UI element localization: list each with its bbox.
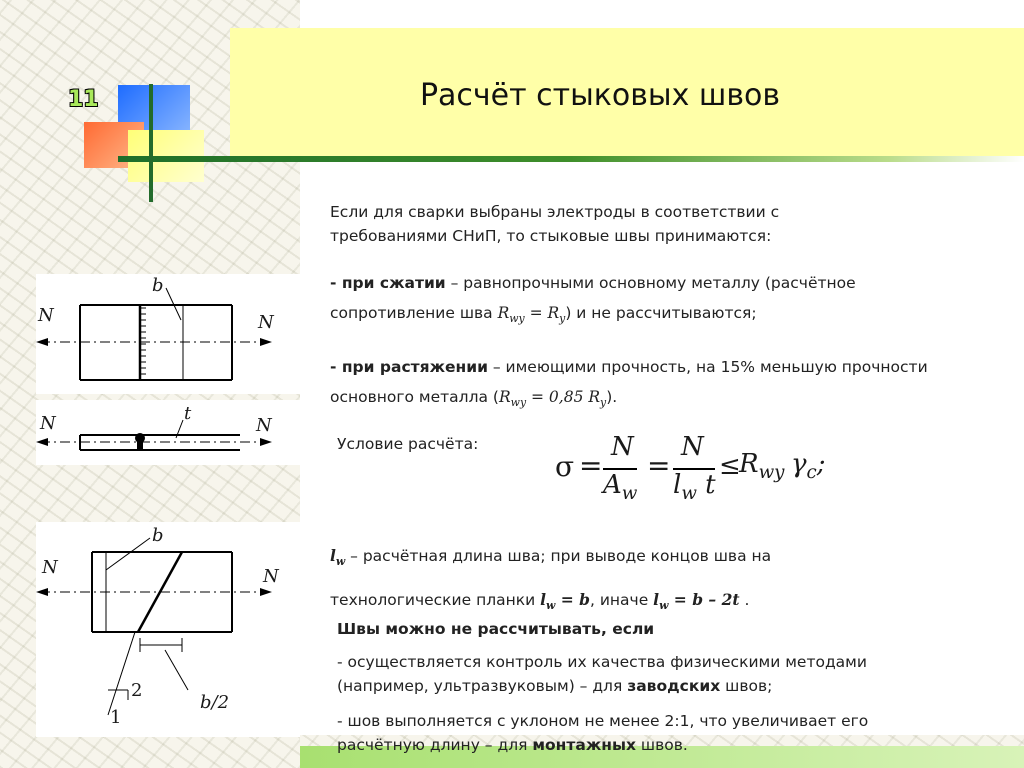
- formula-gamma: $\gamma_c$;: [791, 449, 826, 484]
- formula-le: ≤: [719, 451, 741, 481]
- label-N-1-left: N: [38, 305, 54, 326]
- label-N-3-left: N: [42, 557, 58, 578]
- strength-formula: [555, 432, 855, 506]
- label-N-1-right: N: [258, 312, 274, 333]
- formula-Rwy: $R_{wy}$: [739, 449, 785, 484]
- compression-text: - при сжатии – равнопрочными основному металлу (расчётное сопротивление шва $R_{wy} = R_y$) и не рассчитываются;: [330, 274, 856, 326]
- slide-number: 11: [68, 87, 99, 112]
- label-b-3: b: [152, 525, 164, 546]
- decor-vertical-line: [149, 84, 153, 202]
- condition-label: Условие расчёта:: [337, 435, 479, 453]
- condition-item-1: - осуществляется контроль их качества физическими методами (например, ультразвуковым) – для заводских швов;: [337, 653, 867, 695]
- formula-lwt: $l_w$ t: [673, 470, 716, 505]
- label-b-half: b/2: [200, 692, 230, 713]
- label-1: 1: [110, 707, 122, 728]
- condition-item-2: - шов выполняется с уклоном не менее 2:1, что увеличивает его расчётную длину – для монтажных швов.: [337, 712, 869, 754]
- formula-sigma: σ: [555, 450, 575, 483]
- label-2: 2: [131, 680, 143, 701]
- formula-eq2: =: [647, 449, 671, 482]
- intro-text: Если для сварки выбраны электроды в соответствии с требованиями СНиП, то стыковые швы принимаются:: [330, 203, 780, 245]
- formula-eq1: =: [579, 449, 603, 482]
- formula-N1: N: [611, 432, 634, 462]
- label-N-2-left: N: [40, 413, 56, 434]
- label-N-3-right: N: [263, 566, 279, 587]
- no-calc-heading: Швы можно не рассчитывать, если: [337, 620, 655, 638]
- lw-description: $l_w$ – расчётная длина шва; при выводе концов шва на технологические планки $l_w = b$, иначе $l_w = b - 2t$ .: [330, 546, 772, 613]
- label-b-1: b: [152, 275, 164, 296]
- formula-Aw: $A_w$: [603, 470, 638, 505]
- formula-N2: N: [681, 432, 704, 462]
- label-t: t: [184, 403, 192, 424]
- weld-diagrams: [0, 260, 300, 740]
- title-underline: [118, 156, 1024, 162]
- slide-title: Расчёт стыковых швов: [419, 78, 781, 113]
- tension-text: - при растяжении – имеющими прочность, на 15% меньшую прочности основного металла ($R_{wy} = 0,85$ $R_y$).: [330, 358, 928, 410]
- label-N-2-right: N: [256, 415, 272, 436]
- diagram3-bg: [36, 522, 300, 737]
